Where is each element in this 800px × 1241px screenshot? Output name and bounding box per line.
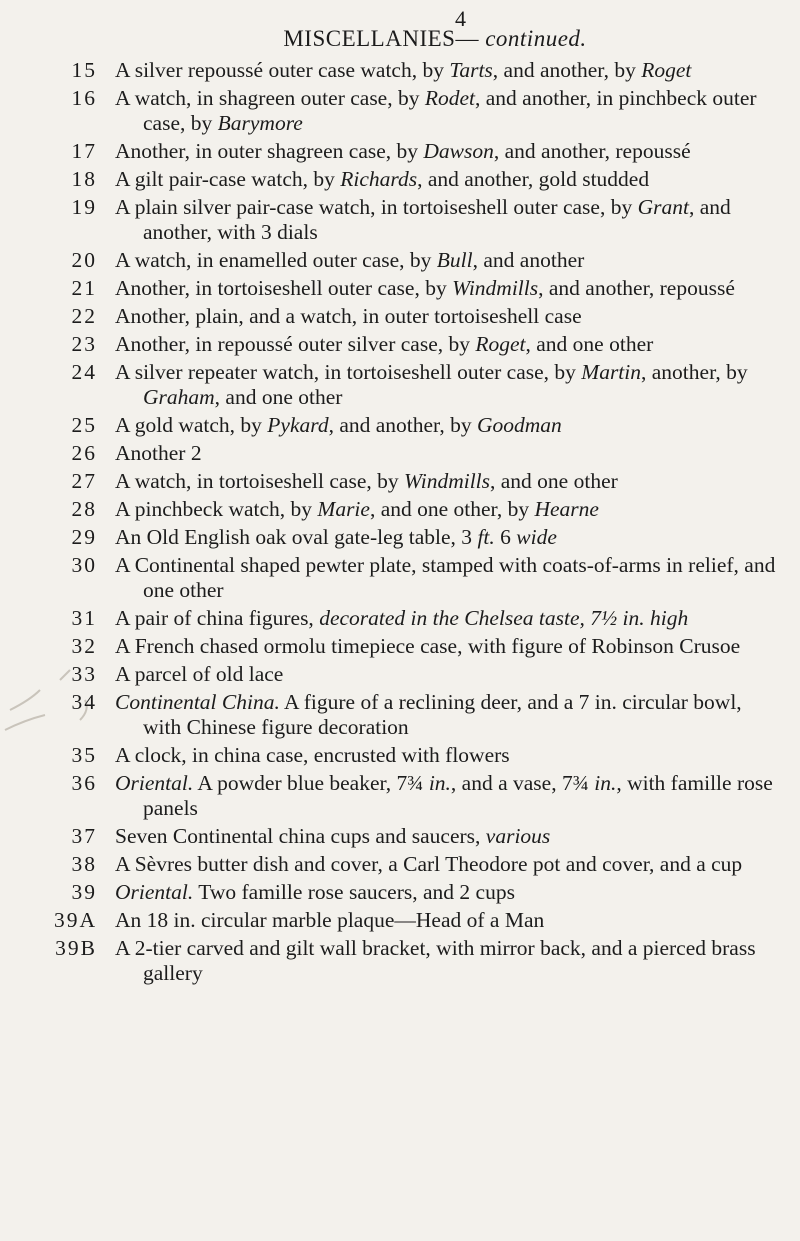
lot-italic-text: Roget bbox=[475, 332, 526, 356]
lot-row bbox=[0, 743, 800, 768]
lot-row bbox=[0, 304, 800, 329]
lot-description bbox=[115, 441, 783, 466]
lot-text: A watch, in enamelled outer case, by bbox=[115, 248, 437, 272]
lot-text: , and another, in pinchbeck outer case, by bbox=[143, 86, 757, 135]
page-number: 4 bbox=[455, 6, 466, 31]
lot-italic-text: Graham bbox=[143, 385, 215, 409]
lot-italic-text: Oriental. bbox=[115, 771, 194, 795]
lot-text: , and another bbox=[472, 248, 585, 272]
lot-row bbox=[0, 276, 800, 301]
lot-description bbox=[115, 413, 783, 438]
lot-row bbox=[0, 771, 800, 821]
lot-text: An 18 in. circular marble plaque—Head of a Man bbox=[115, 908, 545, 932]
lot-description bbox=[115, 525, 783, 550]
lot-number: 16 bbox=[71, 86, 97, 110]
lot-italic-text: Windmills bbox=[452, 276, 539, 300]
lot-text: A clock, in china case, encrusted with flowers bbox=[115, 743, 510, 767]
lot-italic-text: various bbox=[485, 824, 551, 848]
lot-list bbox=[0, 58, 800, 989]
lot-text: A figure of a reclining deer, and a 7 in. circular bowl, with Chinese figure decoration bbox=[143, 690, 742, 739]
lot-description bbox=[115, 936, 783, 986]
lot-text: , and one other bbox=[214, 385, 343, 409]
lot-number: 36 bbox=[71, 771, 97, 795]
lot-text: A watch, in tortoiseshell case, by bbox=[115, 469, 404, 493]
lot-number: 34 bbox=[71, 690, 97, 714]
lot-text: A French chased ormolu timepiece case, with figure of Robinson Crusoe bbox=[115, 634, 741, 658]
lot-italic-text: Rodet bbox=[424, 86, 476, 110]
lot-row bbox=[0, 469, 800, 494]
lot-text: , and another, repoussé bbox=[493, 139, 691, 163]
lot-text: A plain silver pair-case watch, in tortoiseshell outer case, by bbox=[115, 195, 638, 219]
lot-italic-text: Barymore bbox=[217, 111, 303, 135]
lot-description bbox=[115, 497, 783, 522]
lot-text: , and one other bbox=[490, 469, 618, 493]
lot-italic-text: Pykard bbox=[267, 413, 329, 437]
lot-number: 38 bbox=[71, 852, 97, 876]
lot-row bbox=[0, 86, 800, 136]
lot-row bbox=[0, 662, 800, 687]
lot-row bbox=[0, 360, 800, 410]
lot-text: A watch, in shagreen outer case, by bbox=[115, 86, 425, 110]
lot-row bbox=[0, 332, 800, 357]
section-header bbox=[115, 26, 755, 52]
lot-italic-text: Grant bbox=[637, 195, 689, 219]
lot-italic-text: ft. bbox=[477, 525, 495, 549]
lot-text: A gilt pair-case watch, by bbox=[115, 167, 341, 191]
section-title-suffix: continued. bbox=[485, 26, 587, 51]
lot-description bbox=[115, 880, 783, 905]
lot-row bbox=[0, 880, 800, 905]
lot-text: , another, by bbox=[641, 360, 748, 384]
lot-number: 18 bbox=[71, 167, 97, 191]
lot-text: A powder blue beaker, 7¾ bbox=[193, 771, 429, 795]
lot-description bbox=[115, 58, 783, 83]
lot-italic-text: Oriental. bbox=[115, 880, 194, 904]
section-title: MISCELLANIES— bbox=[283, 26, 479, 51]
lot-text: A pinchbeck watch, by bbox=[115, 497, 318, 521]
lot-italic-text: Goodman bbox=[476, 413, 562, 437]
lot-description bbox=[115, 662, 783, 687]
lot-row bbox=[0, 936, 800, 986]
lot-text: A Continental shaped pewter plate, stamped with coats-of-arms in relief, and one other bbox=[115, 553, 776, 602]
lot-description bbox=[115, 195, 783, 245]
lot-description bbox=[115, 332, 783, 357]
lot-text: , and another, by bbox=[492, 58, 642, 82]
lot-description bbox=[115, 469, 783, 494]
lot-row bbox=[0, 634, 800, 659]
lot-description bbox=[115, 771, 783, 821]
lot-italic-text: Martin bbox=[581, 360, 642, 384]
lot-number: 17 bbox=[71, 139, 97, 163]
lot-number: 33 bbox=[71, 662, 97, 686]
lot-description bbox=[115, 86, 783, 136]
lot-number: 31 bbox=[71, 606, 97, 630]
lot-text: , and another, repoussé bbox=[538, 276, 735, 300]
lot-row bbox=[0, 553, 800, 603]
lot-row bbox=[0, 824, 800, 849]
lot-italic-text: Tarts bbox=[449, 58, 493, 82]
lot-description bbox=[115, 553, 783, 603]
lot-description bbox=[115, 743, 783, 768]
lot-text: , and one other, by bbox=[369, 497, 535, 521]
lot-description bbox=[115, 824, 783, 849]
lot-row bbox=[0, 248, 800, 273]
lot-description bbox=[115, 248, 783, 273]
lot-description bbox=[115, 360, 783, 410]
lot-description bbox=[115, 167, 783, 192]
lot-number: 39 bbox=[71, 880, 97, 904]
lot-description bbox=[115, 606, 783, 631]
lot-number: 35 bbox=[71, 743, 97, 767]
lot-text: Seven Continental china cups and saucers, bbox=[115, 824, 486, 848]
lot-row bbox=[0, 690, 800, 740]
lot-text: Another, in outer shagreen case, by bbox=[115, 139, 424, 163]
lot-text: 6 bbox=[494, 525, 517, 549]
lot-row bbox=[0, 139, 800, 164]
lot-number: 29 bbox=[71, 525, 97, 549]
lot-text: , with famille rose panels bbox=[143, 771, 773, 820]
lot-number: 26 bbox=[71, 441, 97, 465]
lot-text: , and another, with 3 dials bbox=[143, 195, 731, 244]
lot-italic-text: decorated in the Chelsea taste, 7½ in. high bbox=[319, 606, 689, 630]
lot-row bbox=[0, 606, 800, 631]
lot-italic-text: Continental China. bbox=[115, 690, 280, 714]
lot-italic-text: Hearne bbox=[534, 497, 599, 521]
lot-text: A 2-tier carved and gilt wall bracket, with mirror back, and a pierced brass gallery bbox=[115, 936, 756, 985]
lot-text: A gold watch, by bbox=[115, 413, 268, 437]
lot-number: 25 bbox=[71, 413, 97, 437]
lot-italic-text: Bull bbox=[436, 248, 473, 272]
lot-number: 19 bbox=[71, 195, 97, 219]
lot-text: A parcel of old lace bbox=[115, 662, 284, 686]
lot-text: Another, plain, and a watch, in outer tortoiseshell case bbox=[115, 304, 582, 328]
lot-description bbox=[115, 304, 783, 329]
lot-row bbox=[0, 413, 800, 438]
lot-row bbox=[0, 852, 800, 877]
lot-description bbox=[115, 139, 783, 164]
lot-text: , and another, by bbox=[328, 413, 477, 437]
lot-italic-text: wide bbox=[516, 525, 557, 549]
lot-text: , and a vase, 7¾ bbox=[450, 771, 595, 795]
lot-number: 20 bbox=[71, 248, 97, 272]
lot-number: 24 bbox=[71, 360, 97, 384]
lot-italic-text: in. bbox=[594, 771, 617, 795]
lot-italic-text: Richards bbox=[340, 167, 418, 191]
lot-text: An Old English oak oval gate-leg table, 3 bbox=[115, 525, 478, 549]
lot-number: 30 bbox=[71, 553, 97, 577]
lot-row bbox=[0, 58, 800, 83]
lot-italic-text: Windmills bbox=[404, 469, 491, 493]
lot-description bbox=[115, 276, 783, 301]
lot-row bbox=[0, 167, 800, 192]
lot-row bbox=[0, 497, 800, 522]
lot-number: 22 bbox=[71, 304, 97, 328]
lot-number: 27 bbox=[71, 469, 97, 493]
lot-text: A silver repeater watch, in tortoiseshell outer case, by bbox=[115, 360, 582, 384]
lot-description bbox=[115, 852, 783, 877]
lot-text: , and one other bbox=[525, 332, 654, 356]
lot-text: Two famille rose saucers, and 2 cups bbox=[193, 880, 515, 904]
lot-italic-text: in. bbox=[428, 771, 451, 795]
lot-text: A pair of china figures, bbox=[115, 606, 320, 630]
lot-text: Another, in tortoiseshell outer case, by bbox=[115, 276, 453, 300]
lot-description bbox=[115, 690, 783, 740]
lot-row bbox=[0, 525, 800, 550]
lot-description bbox=[115, 634, 783, 659]
lot-text: Another 2 bbox=[115, 441, 202, 465]
lot-number: 32 bbox=[71, 634, 97, 658]
lot-text: Another, in repoussé outer silver case, by bbox=[115, 332, 476, 356]
lot-italic-text: Roget bbox=[641, 58, 692, 82]
lot-text: A Sèvres butter dish and cover, a Carl Theodore pot and cover, and a cup bbox=[115, 852, 743, 876]
lot-text: A silver repoussé outer case watch, by bbox=[115, 58, 450, 82]
lot-text: , and another, gold studded bbox=[417, 167, 650, 191]
lot-number: 28 bbox=[71, 497, 97, 521]
lot-row bbox=[0, 195, 800, 245]
lot-number: 21 bbox=[71, 276, 97, 300]
lot-italic-text: Marie bbox=[317, 497, 370, 521]
lot-number: 37 bbox=[71, 824, 97, 848]
lot-number: 39B bbox=[55, 936, 97, 960]
lot-number: 15 bbox=[71, 58, 97, 82]
lot-description bbox=[115, 908, 783, 933]
lot-number: 23 bbox=[71, 332, 97, 356]
lot-row bbox=[0, 441, 800, 466]
lot-number: 39A bbox=[53, 908, 97, 932]
lot-row bbox=[0, 908, 800, 933]
lot-italic-text: Dawson bbox=[423, 139, 494, 163]
